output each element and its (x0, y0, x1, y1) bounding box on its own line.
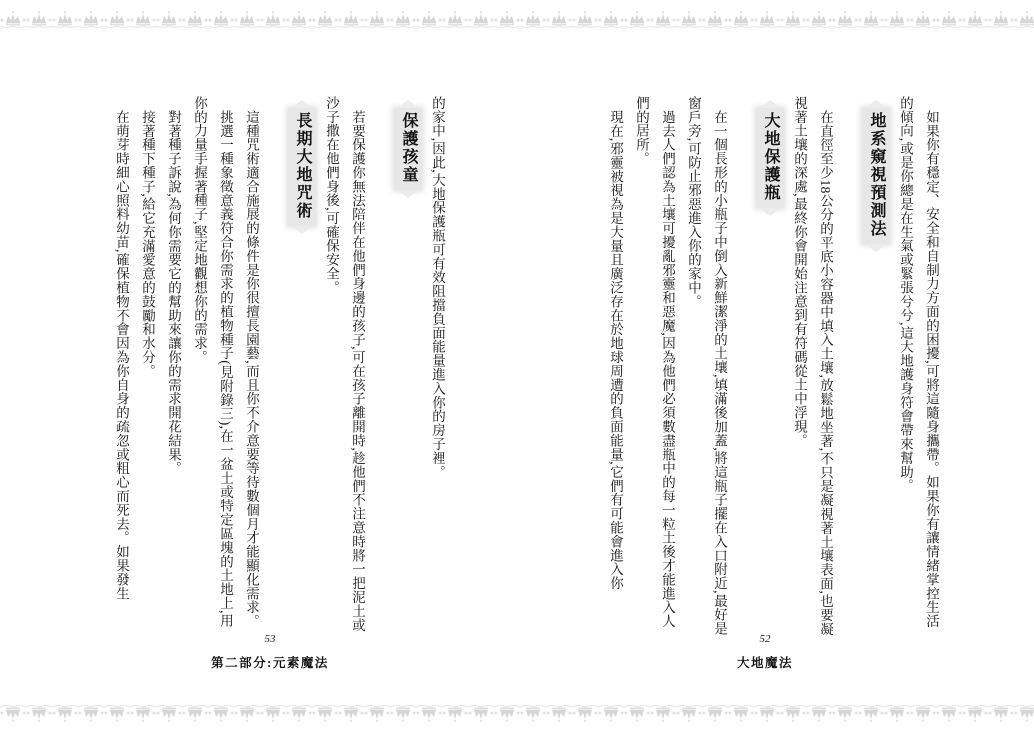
section-heading-earth-scrying (862, 96, 890, 637)
heading-ribbon: 地系窺視預測法 (862, 108, 890, 244)
paragraph: 對著種子訴說,為何你需要它的幫助來讓你的需求開花結果。 (166, 110, 181, 476)
paragraph: 這種咒術適合施展的條件是你很擅長園藝,而且你不介意要等待數個月才能顯化需求。 (244, 110, 259, 629)
paragraph: 若要保護你無法陪伴在他們身邊的孩子,可在孩子離開時,趁他們不注意時將一把泥土或沙子撒在他們身後,可確保安全。 (324, 96, 365, 632)
page-number-right: 52 (759, 633, 771, 645)
paragraph: 在直徑至少18公分的平底小容器中填入土壤,放鬆地坐著,不只是凝視著土壤表面,也要凝視著土壤的深處,最終你會開始注意到有符碼從土中浮現。 (792, 96, 833, 637)
ornamental-border-top-icon (0, 10, 1034, 30)
section-heading-earth-protection-bottle (756, 96, 784, 637)
heading-ribbon: 保護孩童 (394, 108, 422, 190)
page-right-body (546, 96, 944, 637)
paragraph: 現在,邪靈被視為是大量且廣泛存在於地球周遭的負面能量,它們有可能會進入你 (608, 110, 623, 591)
section-heading-protect-children (394, 96, 422, 637)
paragraph: 過去人們認為土壤可擾亂邪靈和惡魔,因為他們必須數盡瓶中的每一粒土後才能進入人們的居所。 (634, 96, 675, 629)
paragraph: 在萌芽時細心照料幼苗,確保植物不會因為你自身的疏忽或粗心而死去。如果發生 (114, 110, 129, 601)
heading-ribbon: 長期大地咒術 (288, 108, 316, 226)
paragraph: 的家中,因此,大地保護瓶可有效阻擋負面能量進入你的房子裡。 (430, 96, 445, 479)
paragraph: 接著種下種子,給它充滿愛意的鼓勵和水分。 (140, 110, 155, 378)
page-number-left: 53 (264, 633, 276, 645)
paragraph: 挑選一種象徵意義符合你需求的植物種子(見附錄三),在一盆土或特定區塊的土地上,用你的力量手握著種子,堅定地觀想你的需求。 (192, 96, 233, 628)
section-heading-long-term-earth-spell (288, 96, 316, 637)
running-footer-left: 第二部分:元素魔法 (211, 656, 329, 670)
page-left-body (58, 96, 450, 637)
paragraph: 如果你有穩定、安全和自制力方面的困擾,可將這隨身攜帶。如果你有讓情緒掌控生活的傾向,或是你總是在生氣或緊張兮兮,這大地護身符會帶來幫助。 (898, 96, 939, 629)
paragraph: 在一個長形的小瓶子中倒入新鮮潔淨的土壤,填滿後加蓋,將這瓶子擺在入口附近,最好是窗戶旁,可防止邪惡進入你的家中。 (686, 96, 727, 636)
ornamental-border-bottom-icon (0, 703, 1034, 723)
heading-ribbon: 大地保護瓶 (756, 108, 784, 208)
running-footer-right: 大地魔法 (736, 656, 793, 670)
